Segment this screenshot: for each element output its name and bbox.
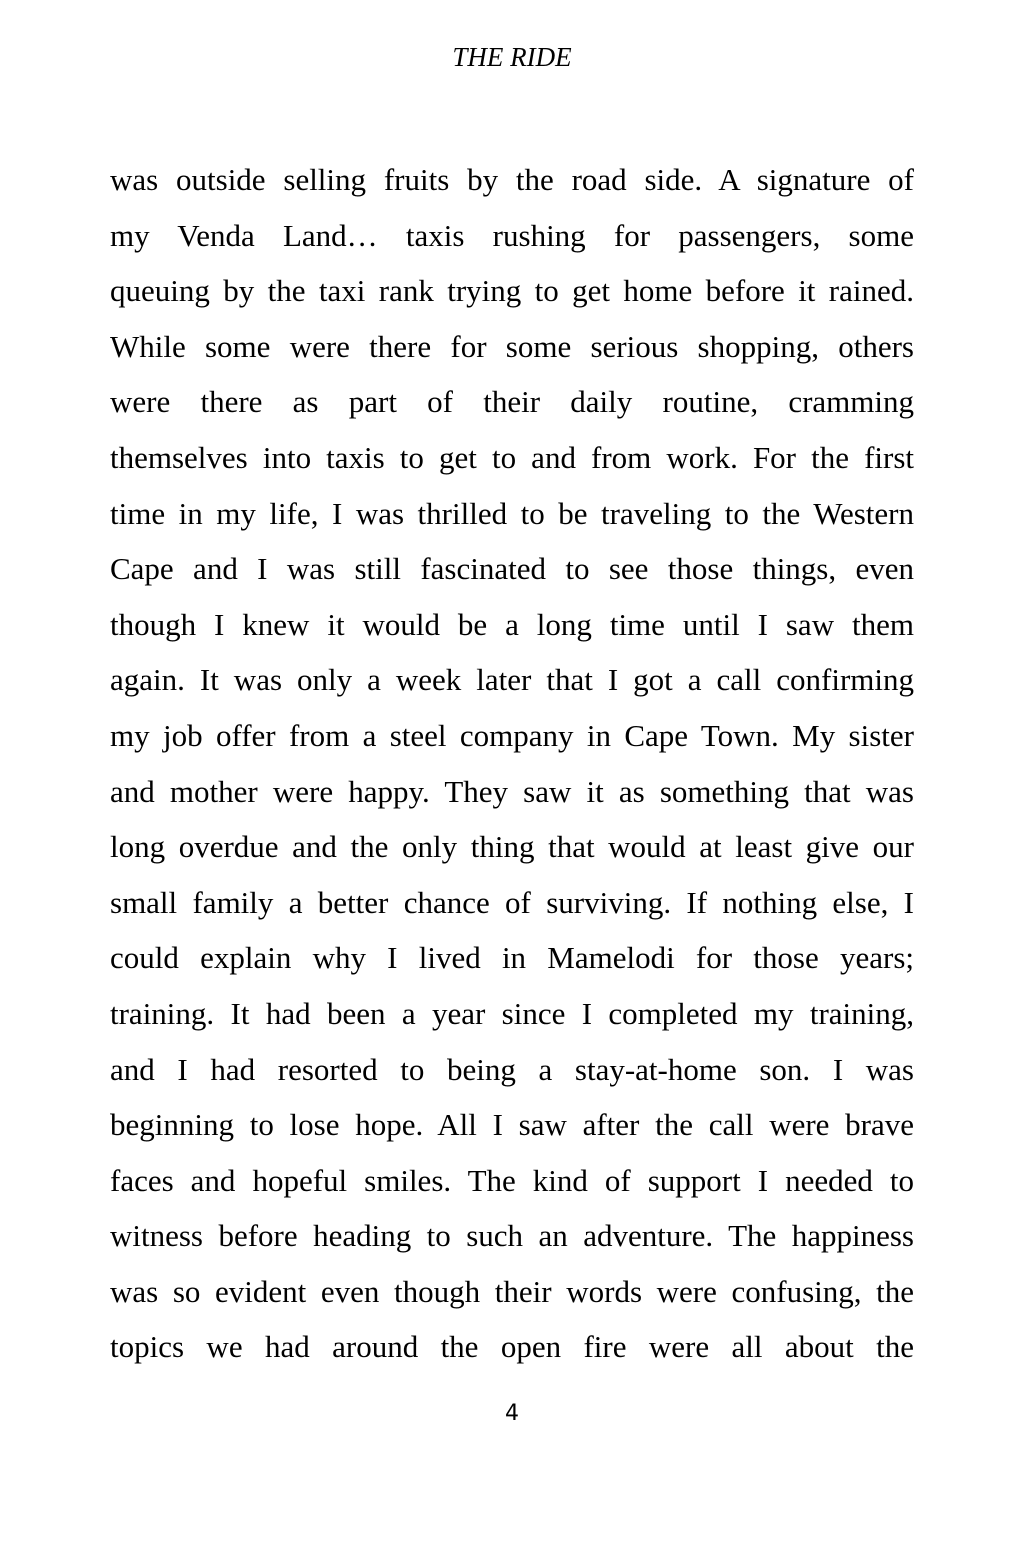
text-line: my job offer from a steel company in Cape Town. My sister: [110, 717, 914, 753]
running-header-title: THE RIDE: [452, 42, 572, 72]
page-number: 4: [505, 1401, 519, 1426]
text-line: Cape and I was still fascinated to see those things, even: [110, 551, 914, 587]
text-line: could explain why I lived in Mamelodi for those years;: [110, 940, 914, 976]
text-line: was so evident even though their words were confusing, the: [110, 1273, 914, 1309]
text-line: again. It was only a week later that I got a call confirming: [110, 662, 914, 698]
text-line: was outside selling fruits by the road side. A signature of: [110, 162, 914, 197]
text-line: While some were there for some serious shopping, others: [110, 328, 914, 364]
text-line: and mother were happy. They saw it as something that was: [110, 773, 914, 809]
text-line: faces and hopeful smiles. The kind of support I needed to: [110, 1162, 914, 1198]
text-line: were there as part of their daily routine, cramming: [110, 384, 914, 420]
text-line: queuing by the taxi rank trying to get home before it rained.: [110, 273, 914, 309]
text-line: beginning to lose hope. All I saw after the call were brave: [110, 1107, 914, 1143]
text-line: and I had resorted to being a stay-at-home son. I was: [110, 1051, 914, 1087]
text-line: topics we had around the open fire were all about the: [110, 1329, 914, 1365]
text-line: my Venda Land… taxis rushing for passengers, some: [110, 217, 914, 253]
text-line: time in my life, I was thrilled to be traveling to the Western: [110, 495, 914, 531]
text-line: small family a better chance of surviving. If nothing else, I: [110, 884, 914, 920]
text-line: long overdue and the only thing that would at least give our: [110, 829, 914, 865]
body-text: [110, 152, 914, 1375]
text-line: though I knew it would be a long time until I saw them: [110, 606, 914, 642]
text-line: witness before heading to such an adventure. The happiness: [110, 1218, 914, 1254]
text-line: themselves into taxis to get to and from work. For the first: [110, 439, 914, 475]
text-line: training. It had been a year since I completed my training,: [110, 995, 914, 1031]
